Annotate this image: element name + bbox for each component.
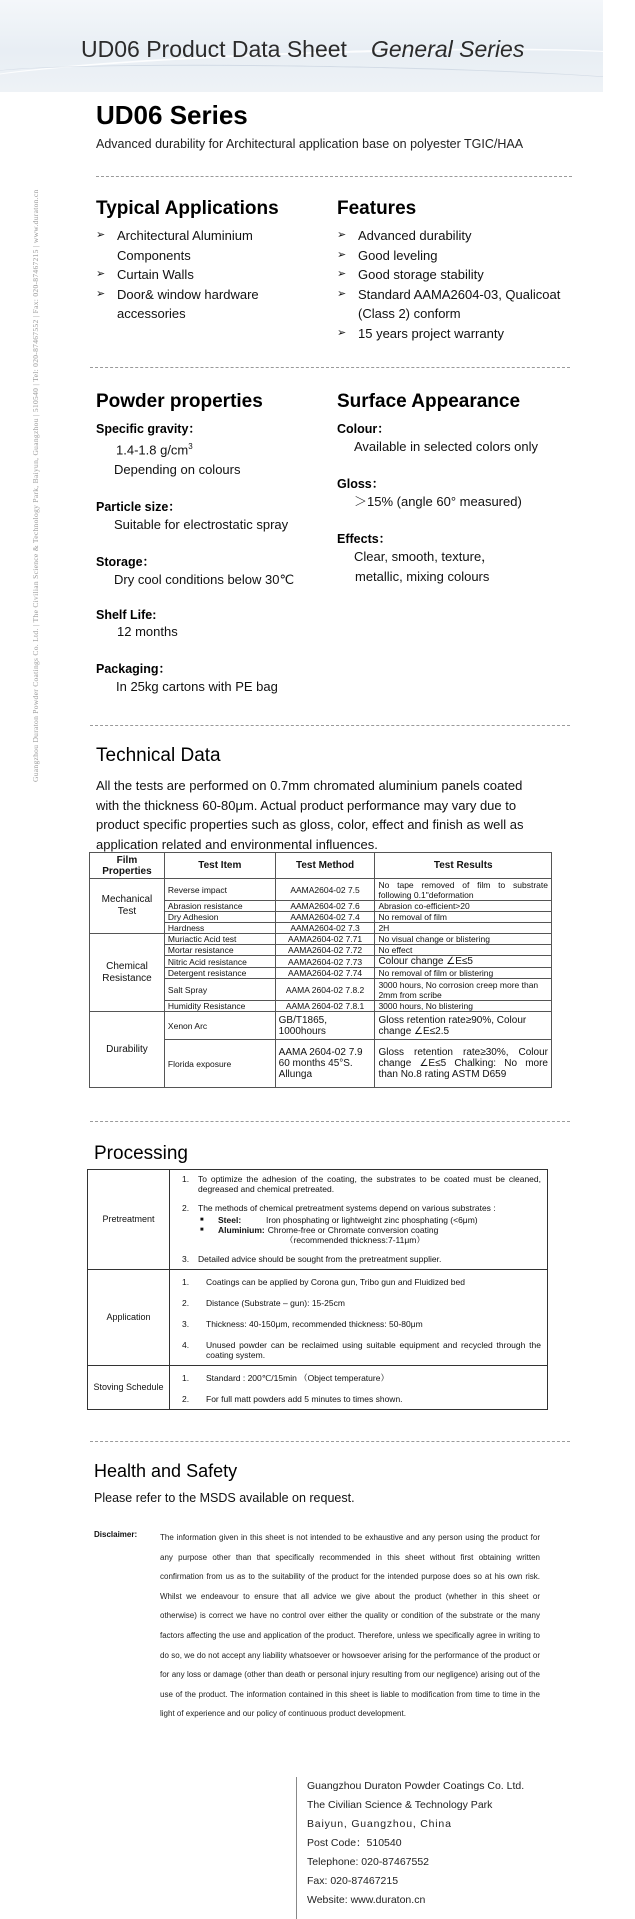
- header-banner: [0, 0, 603, 92]
- technical-data-description: All the tests are performed on 0.7mm chromated aluminium panels coated with the thickness 60-80μm. Actual product performance may vary due to product specific properties such as gloss, color, effect and finish as well as application related and environmental influences.: [96, 778, 524, 852]
- specific-gravity-note: Depending on colours: [114, 462, 241, 478]
- arrow-bullet-icon: ➢: [96, 287, 106, 300]
- list-item: 4. Unused powder can be reclaimed using suitable equipment and recycled through the coating system.: [182, 1340, 541, 1360]
- list-item: ➢ Standard AAMA2604-03, Qualicoat (Class 2) conform: [337, 286, 561, 321]
- table-row: Salt Spray AAMA 2604-02 7.8.2 3000 hours, No corrosion creep more than 2mm from scribe: [90, 979, 552, 1001]
- colour-value: Available in selected colors only: [354, 439, 539, 454]
- stoving-schedule-label: Stoving Schedule: [88, 1366, 170, 1410]
- features-section: [337, 198, 567, 343]
- list-item: 3. Detailed advice should be sought from the pretreatment supplier.: [182, 1254, 442, 1264]
- list-item: 1. Standard : 200℃/15min （Object temperature）: [182, 1373, 389, 1383]
- colour-label: Colour：: [337, 422, 390, 436]
- powder-properties-section: [96, 391, 326, 697]
- list-item: ➢ Advanced durability: [337, 226, 567, 246]
- technical-data-table: [89, 852, 552, 1088]
- list-item: 2. Distance (Substrate – gun): 15-25cm: [182, 1298, 345, 1308]
- effects-value-line2: metallic, mixing colours: [355, 569, 490, 584]
- list-item: 2. The methods of chemical pretreatment systems depend on various substrates : ■ Steel: Iron phosphating or lightweight zinc phosphating (<6μm) ■ Aluminium: Chrome-free or Chromate conversion coating （recommended thickness:7-11μm）: [176, 1203, 541, 1245]
- pretreatment-list: [176, 1174, 541, 1264]
- list-item: 3. Thickness: 40-150μm, recommended thickness: 50-80μm: [182, 1319, 423, 1329]
- company-city: Baiyun, Guangzhou, China: [307, 1818, 452, 1830]
- colour: [337, 419, 587, 457]
- telephone: Telephone: 020-87467552: [307, 1856, 430, 1868]
- applications-list: [96, 226, 326, 324]
- list-item: ➢ Door& window hardware accessories: [96, 286, 259, 321]
- list-item: ➢ Curtain Walls: [96, 265, 326, 285]
- document-title: [81, 36, 524, 63]
- product-title: UD06 Series: [96, 100, 248, 130]
- arrow-bullet-icon: ➢: [337, 229, 347, 241]
- list-item: ➢ 15 years project warranty: [337, 324, 567, 344]
- side-contact-text: Guangzhou Duraton Powder Coatings Co. Ltd. | The Civilian Science & Technology Park, Baiyun, Guangzhou | 510540 | Tel: 020-87467552 | Fax: 020-87467215 | www.duraton.cn: [31, 189, 40, 782]
- effects: [337, 529, 587, 587]
- arrow-bullet-icon: ➢: [337, 287, 347, 300]
- specific-gravity-value: 1.4-1.8 g/cm: [116, 442, 189, 458]
- arrow-bullet-icon: ➢: [96, 268, 106, 280]
- powder-properties-heading: Powder properties: [96, 391, 263, 412]
- table-row: [88, 1270, 548, 1366]
- series-name: General Series: [370, 36, 525, 62]
- applications-section: [96, 198, 326, 324]
- gloss: [337, 474, 587, 512]
- table-row: Durability Xenon Arc GB/T1865, 1000hours Gloss retention rate≥90%, Colour change ∠E≤2.5: [90, 1012, 552, 1040]
- arrow-bullet-icon: ➢: [337, 326, 347, 339]
- table-row: Hardness AAMA2604-02 7.3 2H: [90, 923, 552, 934]
- processing-heading: Processing: [94, 1143, 188, 1164]
- shelf-life-value: 12 months: [117, 624, 178, 640]
- stoving-list: [176, 1373, 541, 1404]
- applications-heading: Typical Applications: [96, 198, 279, 219]
- surface-appearance-heading: Surface Appearance: [337, 391, 521, 412]
- table-row: [88, 1170, 548, 1270]
- table-row: Mortar resistance AAMA2604-02 7.72 No effect: [90, 945, 552, 956]
- list-item: 2. For full matt powders add 5 minutes to times shown.: [182, 1394, 403, 1404]
- storage: [96, 552, 326, 590]
- particle-size: [96, 497, 326, 535]
- aluminium-note: （recommended thickness:7-11μm）: [285, 1235, 425, 1245]
- disclaimer-label: Disclaimer:: [94, 1530, 138, 1539]
- substrate-sublist: [198, 1215, 541, 1245]
- health-safety-text: Please refer to the MSDS available on request.: [94, 1491, 355, 1505]
- technical-data-heading: Technical Data: [96, 745, 221, 766]
- column-header: Film Properties: [90, 853, 165, 879]
- arrow-bullet-icon: ➢: [337, 268, 347, 280]
- group-chemical: Chemical Resistance: [90, 934, 165, 1012]
- section-divider: [90, 1441, 570, 1442]
- square-bullet-icon: ■: [200, 1217, 204, 1223]
- document-title-text: UD06 Product Data Sheet: [81, 36, 347, 62]
- specific-gravity: Specific gravity： 1.4-1.8 $g/cm^3$ Depending on colours: [96, 419, 326, 480]
- arrow-bullet-icon: ➢: [96, 229, 106, 241]
- product-subtitle: Advanced durability for Architectural application base on polyester TGIC/HAA: [96, 137, 524, 151]
- specific-gravity-label: Specific gravity：: [96, 422, 201, 436]
- section-divider: [90, 1121, 570, 1122]
- processing-table: [87, 1169, 548, 1410]
- table-row: Humidity Resistance AAMA 2604-02 7.8.1 3000 hours, No blistering: [90, 1001, 552, 1012]
- gloss-value: ＞15% (angle 60° measured): [354, 494, 522, 509]
- company-park: The Civilian Science & Technology Park: [307, 1799, 493, 1811]
- column-header: Test Results: [375, 853, 552, 879]
- group-mechanical: Mechanical Test: [90, 879, 165, 934]
- particle-size-label: Particle size：: [96, 500, 181, 515]
- shelf-life-label: Shelf Life:: [96, 608, 157, 623]
- sub-item-steel: ■ Steel: Iron phosphating or lightweight zinc phosphating (<6μm): [200, 1215, 478, 1225]
- post-code: Post Code：510540: [307, 1837, 402, 1849]
- health-safety-heading: Health and Safety: [94, 1461, 238, 1481]
- contact-block: [296, 1777, 524, 1919]
- company-name: Guangzhou Duraton Powder Coatings Co. Ltd.: [307, 1780, 525, 1792]
- storage-label: Storage：: [96, 555, 156, 570]
- arrow-bullet-icon: ➢: [337, 248, 347, 261]
- sub-item-aluminium: ■ Aluminium: Chrome-free or Chromate conversion coating: [200, 1225, 439, 1235]
- fax: Fax: 020-87467215: [307, 1875, 399, 1887]
- website-link[interactable]: Website: www.duraton.cn: [307, 1894, 426, 1906]
- table-row: Abrasion resistance AAMA2604-02 7.6 Abrasion co-efficient>20: [90, 901, 552, 912]
- square-bullet-icon: ■: [200, 1227, 204, 1233]
- list-item: ➢ Good leveling: [337, 246, 567, 266]
- application-label: Application: [88, 1270, 170, 1366]
- features-heading: Features: [337, 198, 417, 219]
- list-item: ➢ Architectural Aluminium Components: [96, 228, 253, 263]
- effects-value-line1: Clear, smooth, texture，: [354, 549, 495, 564]
- table-row: Mechanical Test Reverse impact AAMA2604-02 7.5 No tape removed of film to substrate following 0.1"deformation: [90, 879, 552, 901]
- column-header: Test Method: [275, 853, 375, 879]
- section-divider: [96, 176, 572, 177]
- gloss-label: Gloss：: [337, 477, 385, 491]
- table-row: Chemical Resistance Muriactic Acid test AAMA2604-02 7.71 No visual change or blistering: [90, 934, 552, 945]
- table-row: Nitric Acid resistance AAMA2604-02 7.73 Colour change ∠E≤5: [90, 956, 552, 968]
- surface-appearance-section: [337, 391, 587, 587]
- list-item: 1. Coatings can be applied by Corona gun, Tribo gun and Fluidized bed: [182, 1277, 465, 1287]
- features-list: [337, 226, 567, 343]
- section-divider: [90, 367, 570, 368]
- particle-size-value: Suitable for electrostatic spray: [114, 517, 289, 533]
- side-contact-strip: [31, 102, 45, 782]
- storage-value: Dry cool conditions below 30℃: [114, 572, 295, 588]
- packaging-label: Packaging：: [96, 662, 172, 677]
- effects-label: Effects：: [337, 532, 392, 546]
- list-item: 1. To optimize the adhesion of the coating, the substrates to be coated must be cleaned, degreased and chemical pretreated.: [182, 1174, 541, 1194]
- section-divider: [90, 725, 570, 726]
- group-durability: Durability: [90, 1012, 165, 1088]
- table-row: [88, 1366, 548, 1410]
- shelf-life: [96, 608, 326, 642]
- table-row: Dry Adhesion AAMA2604-02 7.4 No removal of film: [90, 912, 552, 923]
- table-header-row: [90, 853, 552, 879]
- column-header: Test Item: [164, 853, 275, 879]
- list-item: ➢ Good storage stability: [337, 265, 567, 285]
- application-list: [176, 1277, 541, 1360]
- pretreatment-label: Pretreatment: [88, 1170, 170, 1270]
- disclaimer-text: The information given in this sheet is not intended to be exhaustive and any person using the product for any purpose other than that specifically recommended in this sheet without first obtaining written confirmation from us as to the suitability of the product for the intended purpose does so at his own risk. Whilst we endeavour to ensure that all advice we give about the product (whether in this sheet or otherwise) is correct we have no control over either the quality or condition of the substrate or the many factors affecting the use and application of the product. Therefore, unless we specifically agree in writing to do so, we do not accept any liability whatsoever or howsoever arising for the performance of the product or for any loss or damage (other than death or personal injury resulting from our negligence) arising out of the use of the product. The information contained in this sheet is liable to modification from time to time in the light of experience and our policy of continuous product development.: [160, 1533, 540, 1719]
- table-row: Detergent resistance AAMA2604-02 7.74 No removal of film or blistering: [90, 968, 552, 979]
- packaging: [96, 659, 326, 697]
- packaging-value: In 25kg cartons with PE bag: [116, 679, 278, 695]
- table-row: Florida exposure AAMA 2604-02 7.9 60 months 45°S. Allunga Gloss retention rate≥30%, Colour change ∠E≤5 Chalking: No more than No.8 rating ASTM D659: [90, 1040, 552, 1088]
